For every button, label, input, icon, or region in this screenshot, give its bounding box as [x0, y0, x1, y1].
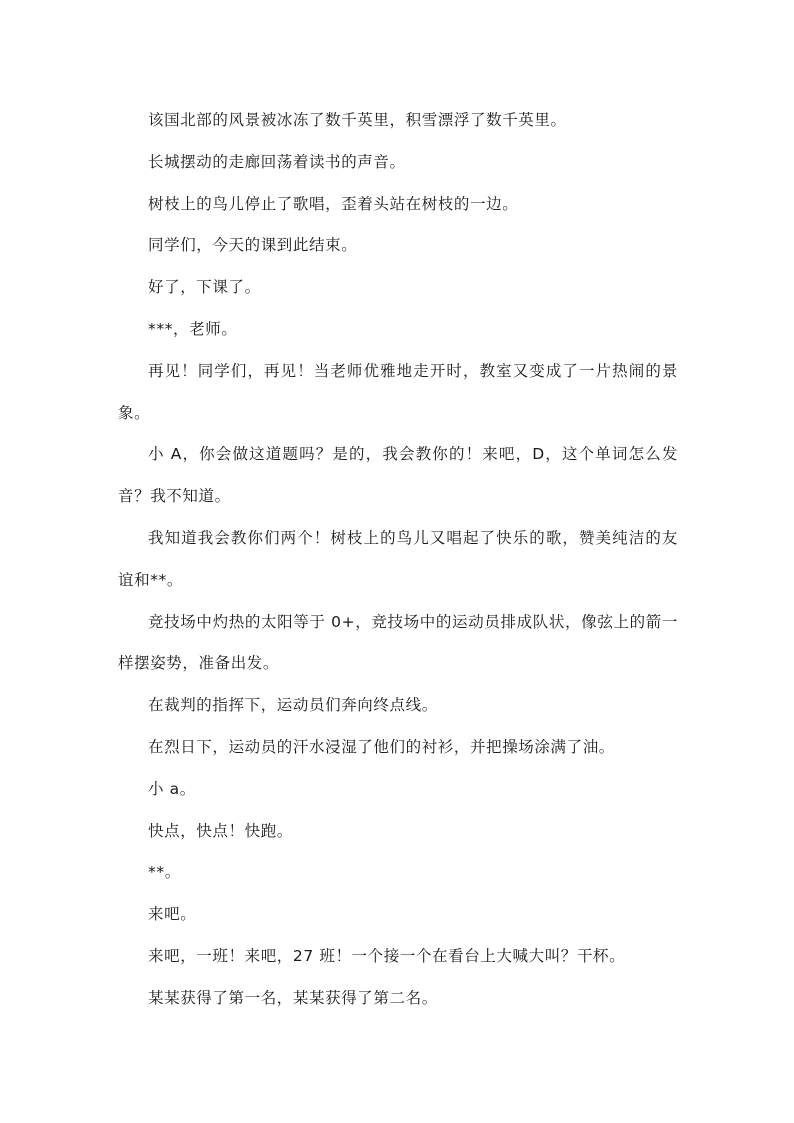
paragraph: 来吧，一班！来吧，27 班！一个接一个在看台上大喊大叫？干杯。 [148, 946, 626, 965]
paragraph: 竞技场中灼热的太阳等于 0+，竞技场中的运动员排成队状，像弦上的箭一样摆姿势，准备出发。 [118, 612, 678, 673]
paragraph: 小 a。 [148, 779, 196, 798]
paragraph: **。 [148, 863, 181, 882]
paragraph: 来吧。 [148, 905, 197, 924]
paragraph: ***，老师。 [148, 319, 238, 338]
paragraph: 同学们，今天的课到此结束。 [148, 236, 358, 255]
paragraph: 在裁判的指挥下，运动员们奔向终点线。 [148, 696, 438, 715]
paragraph: 长城摆动的走廊回荡着读书的声音。 [148, 152, 406, 171]
paragraph: 该国北部的风景被冰冻了数千英里，积雪漂浮了数千英里。 [148, 111, 567, 129]
paragraph: 在烈日下，运动员的汗水浸湿了他们的衬衫，并把操场涂满了油。 [148, 737, 615, 756]
document-body [118, 100, 678, 1020]
paragraph: 某某获得了第一名，某某获得了第二名。 [148, 988, 438, 1007]
paragraph: 快点，快点！快跑。 [148, 821, 293, 840]
paragraph: 我知道我会教你们两个！树枝上的鸟儿又唱起了快乐的歌，赞美纯洁的友谊和**。 [118, 528, 678, 589]
paragraph: 树枝上的鸟儿停止了歌唱，歪着头站在树枝的一边。 [148, 194, 519, 213]
paragraph: 再见！同学们，再见！当老师优雅地走开时，教室又变成了一片热闹的景象。 [118, 361, 678, 422]
paragraph: 好了，下课了。 [148, 278, 261, 297]
paragraph: 小 A，你会做这道题吗？是的，我会教你的！来吧，D，这个单词怎么发音？我不知道。 [118, 445, 678, 506]
